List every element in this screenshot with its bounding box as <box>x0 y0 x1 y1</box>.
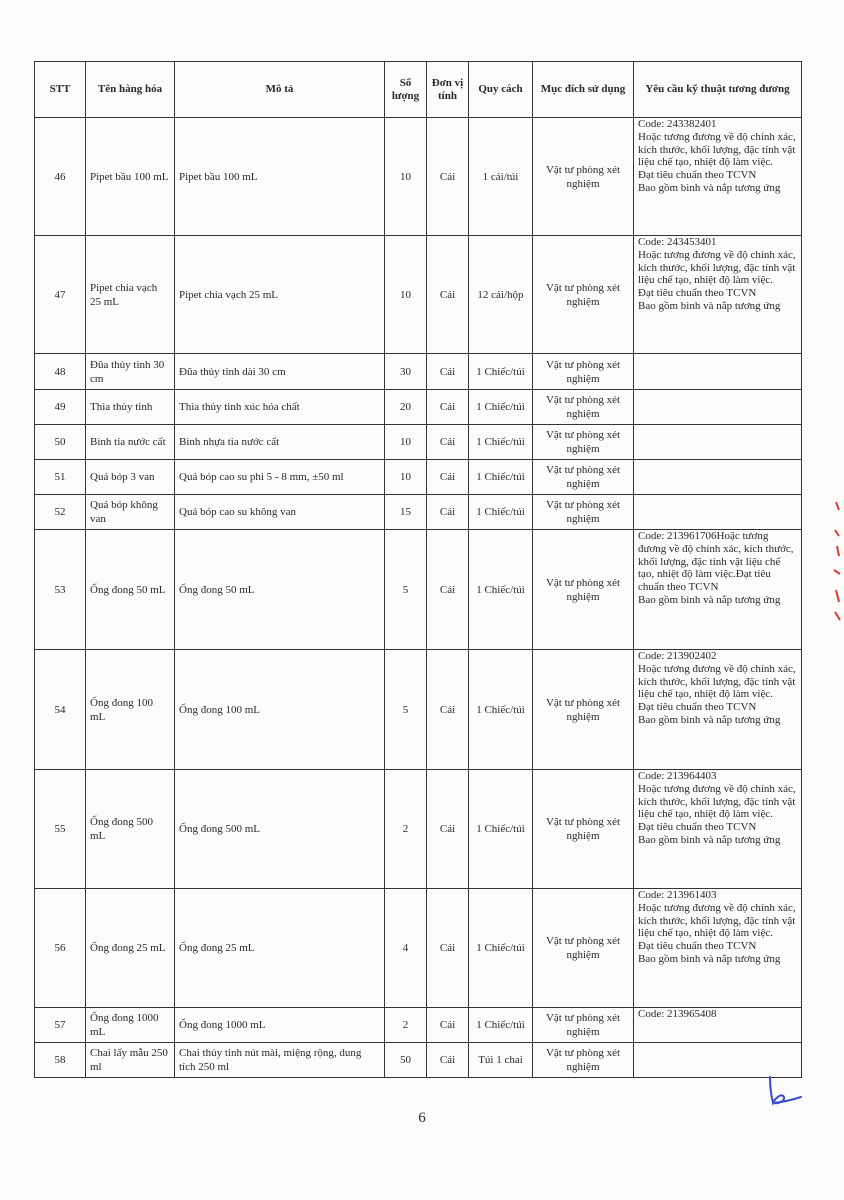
row-quantity: 2 <box>385 770 427 889</box>
row-description: Pipet chia vạch 25 mL <box>175 236 385 354</box>
table-row <box>35 425 802 460</box>
row-spec: 1 Chiếc/túi <box>469 390 533 425</box>
row-unit: Cái <box>427 530 469 650</box>
row-spec: 12 cái/hộp <box>469 236 533 354</box>
requirement-line: Code: 213965408 <box>638 1008 717 1020</box>
row-quantity: 30 <box>385 354 427 390</box>
row-stt: 57 <box>35 1008 86 1043</box>
table-row <box>35 889 802 1008</box>
row-unit: Cái <box>427 390 469 425</box>
row-stt: 58 <box>35 1043 86 1078</box>
table-row <box>35 118 802 236</box>
requirement-line: Bao gồm bình và nắp tương ứng <box>638 833 781 846</box>
requirement-line: Hoặc tương đương về độ chính xác, kích thước, khối lượng, đặc tính vật liệu chế tạo, nhiệt độ làm việc. <box>638 130 796 169</box>
requirement-line: Hoặc tương đương về độ chính xác, kích thước, khối lượng, đặc tính vật liệu chế tạo, nhiệt độ làm việc. <box>638 782 796 821</box>
header-name: Tên hàng hóa <box>86 62 175 118</box>
row-requirements <box>634 390 802 425</box>
header-requirements: Yêu cầu kỹ thuật tương đương <box>634 62 802 118</box>
requirement-line: Đạt tiêu chuẩn theo TCVN <box>638 169 757 182</box>
row-name: Chai lấy mẫu 250 ml <box>86 1043 175 1078</box>
header-unit: Đơn vị tính <box>427 62 469 118</box>
row-stt: 46 <box>35 118 86 236</box>
requirement-line: Hoặc tương đương về độ chính xác, kích thước, khối lượng, đặc tính vật liệu chế tạo, nhiệt độ làm việc. <box>638 662 796 701</box>
table-row <box>35 354 802 390</box>
row-description: Ống đong 1000 mL <box>175 1008 385 1043</box>
row-spec: 1 Chiếc/túi <box>469 530 533 650</box>
row-quantity: 2 <box>385 1008 427 1043</box>
table-row <box>35 236 802 354</box>
row-quantity: 5 <box>385 650 427 770</box>
row-quantity: 10 <box>385 460 427 495</box>
row-quantity: 20 <box>385 390 427 425</box>
row-name: Quả bóp 3 van <box>86 460 175 495</box>
table-header-row <box>35 62 802 118</box>
row-requirements <box>634 1008 802 1043</box>
row-stt: 53 <box>35 530 86 650</box>
row-requirements <box>634 770 802 889</box>
row-spec: 1 Chiếc/túi <box>469 460 533 495</box>
row-quantity: 5 <box>385 530 427 650</box>
requirement-line: Bao gồm bình và nắp tương ứng <box>638 593 781 606</box>
signature-initials-icon <box>764 1075 804 1107</box>
row-requirements <box>634 425 802 460</box>
row-stt: 54 <box>35 650 86 770</box>
row-unit: Cái <box>427 425 469 460</box>
row-unit: Cái <box>427 460 469 495</box>
row-stt: 47 <box>35 236 86 354</box>
requirement-line: Hoặc tương đương về độ chính xác, kích thước, khối lượng, đặc tính vật liệu chế tạo, nhiệt độ làm việc. <box>638 248 796 287</box>
table-row <box>35 1008 802 1043</box>
row-purpose: Vật tư phòng xét nghiệm <box>533 390 634 425</box>
requirement-line: Code: 213902402 <box>638 650 717 662</box>
row-purpose: Vật tư phòng xét nghiệm <box>533 770 634 889</box>
row-requirements <box>634 1043 802 1078</box>
row-name: Pipet bầu 100 mL <box>86 118 175 236</box>
row-unit: Cái <box>427 1043 469 1078</box>
requirement-line: Code: 213961403 <box>638 889 717 901</box>
row-stt: 55 <box>35 770 86 889</box>
row-spec: 1 Chiếc/túi <box>469 889 533 1008</box>
row-purpose: Vật tư phòng xét nghiệm <box>533 889 634 1008</box>
row-requirements <box>634 889 802 1008</box>
row-requirements <box>634 495 802 530</box>
row-description: Quả bóp cao su không van <box>175 495 385 530</box>
requirement-line: Đạt tiêu chuẩn theo TCVN <box>638 701 757 714</box>
requirement-line: Code: 213964403 <box>638 770 717 782</box>
row-description: Ống đong 100 mL <box>175 650 385 770</box>
row-description: Quả bóp cao su phi 5 - 8 mm, ±50 ml <box>175 460 385 495</box>
requirement-line: Code: 213961706Hoặc tương đương về độ chính xác, kích thước, khối lượng, đặc tính vật liệu chế tạo, nhiệt độ làm việc.Đạt tiêu chuẩn theo TCVN <box>638 530 794 594</box>
row-stt: 56 <box>35 889 86 1008</box>
requirement-line: Bao gồm bình và nắp tương ứng <box>638 713 781 726</box>
row-requirements <box>634 118 802 236</box>
row-name: Ống đong 50 mL <box>86 530 175 650</box>
requirement-line: Bao gồm bình và nắp tương ứng <box>638 952 781 965</box>
row-purpose: Vật tư phòng xét nghiệm <box>533 425 634 460</box>
table-row <box>35 530 802 650</box>
row-name: Thìa thủy tinh <box>86 390 175 425</box>
row-requirements <box>634 460 802 495</box>
page-number: 6 <box>418 1110 426 1126</box>
stamp-edge-icon <box>832 500 844 630</box>
table-row <box>35 495 802 530</box>
row-purpose: Vật tư phòng xét nghiệm <box>533 460 634 495</box>
requirement-line: Code: 243382401 <box>638 118 717 130</box>
row-description: Đũa thủy tinh dài 30 cm <box>175 354 385 390</box>
row-name: Ống đong 25 mL <box>86 889 175 1008</box>
row-quantity: 50 <box>385 1043 427 1078</box>
row-unit: Cái <box>427 354 469 390</box>
requirement-line: Bao gồm bình và nắp tương ứng <box>638 299 781 312</box>
row-spec: 1 Chiếc/túi <box>469 354 533 390</box>
requirement-line: Đạt tiêu chuẩn theo TCVN <box>638 821 757 834</box>
row-stt: 51 <box>35 460 86 495</box>
row-unit: Cái <box>427 118 469 236</box>
table-body <box>35 118 802 1078</box>
row-description: Chai thủy tinh nút mài, miệng rộng, dung tích 250 ml <box>175 1043 385 1078</box>
row-description: Bình nhựa tia nước cất <box>175 425 385 460</box>
row-stt: 50 <box>35 425 86 460</box>
row-purpose: Vật tư phòng xét nghiệm <box>533 650 634 770</box>
row-spec: 1 Chiếc/túi <box>469 650 533 770</box>
row-purpose: Vật tư phòng xét nghiệm <box>533 236 634 354</box>
row-quantity: 10 <box>385 118 427 236</box>
header-quantity: Số lượng <box>385 62 427 118</box>
requirement-line: Đạt tiêu chuẩn theo TCVN <box>638 940 757 953</box>
row-purpose: Vật tư phòng xét nghiệm <box>533 354 634 390</box>
row-name: Ống đong 100 mL <box>86 650 175 770</box>
row-name: Ống đong 1000 mL <box>86 1008 175 1043</box>
row-name: Bình tia nước cất <box>86 425 175 460</box>
row-requirements <box>634 650 802 770</box>
row-spec: 1 Chiếc/túi <box>469 425 533 460</box>
table-row <box>35 650 802 770</box>
row-spec: Túi 1 chai <box>469 1043 533 1078</box>
table-row <box>35 390 802 425</box>
equipment-table <box>34 61 802 1078</box>
row-unit: Cái <box>427 1008 469 1043</box>
row-quantity: 15 <box>385 495 427 530</box>
row-quantity: 4 <box>385 889 427 1008</box>
row-description: Ống đong 50 mL <box>175 530 385 650</box>
table-row <box>35 460 802 495</box>
requirement-line: Đạt tiêu chuẩn theo TCVN <box>638 287 757 300</box>
row-purpose: Vật tư phòng xét nghiệm <box>533 1043 634 1078</box>
requirement-line: Bao gồm bình và nắp tương ứng <box>638 181 781 194</box>
row-purpose: Vật tư phòng xét nghiệm <box>533 1008 634 1043</box>
row-spec: 1 Chiếc/túi <box>469 495 533 530</box>
row-stt: 52 <box>35 495 86 530</box>
table-row <box>35 770 802 889</box>
header-spec: Quy cách <box>469 62 533 118</box>
row-name: Quả bóp không van <box>86 495 175 530</box>
header-stt: STT <box>35 62 86 118</box>
header-description: Mô tả <box>175 62 385 118</box>
row-description: Ống đong 500 mL <box>175 770 385 889</box>
row-quantity: 10 <box>385 425 427 460</box>
row-unit: Cái <box>427 770 469 889</box>
row-purpose: Vật tư phòng xét nghiệm <box>533 530 634 650</box>
row-unit: Cái <box>427 236 469 354</box>
row-description: Thìa thủy tinh xúc hóa chất <box>175 390 385 425</box>
row-name: Ống đong 500 mL <box>86 770 175 889</box>
row-name: Đũa thủy tinh 30 cm <box>86 354 175 390</box>
row-unit: Cái <box>427 889 469 1008</box>
header-purpose: Mục đích sử dụng <box>533 62 634 118</box>
row-spec: 1 Chiếc/túi <box>469 770 533 889</box>
row-name: Pipet chia vạch 25 mL <box>86 236 175 354</box>
requirement-line: Hoặc tương đương về độ chính xác, kích thước, khối lượng, đặc tính vật liệu chế tạo, nhiệt độ làm việc. <box>638 901 796 940</box>
row-stt: 48 <box>35 354 86 390</box>
row-spec: 1 cái/túi <box>469 118 533 236</box>
row-purpose: Vật tư phòng xét nghiệm <box>533 118 634 236</box>
row-spec: 1 Chiếc/túi <box>469 1008 533 1043</box>
row-requirements <box>634 236 802 354</box>
row-requirements <box>634 354 802 390</box>
row-description: Pipet bầu 100 mL <box>175 118 385 236</box>
row-unit: Cái <box>427 650 469 770</box>
row-unit: Cái <box>427 495 469 530</box>
row-requirements <box>634 530 802 650</box>
row-description: Ống đong 25 mL <box>175 889 385 1008</box>
table-row <box>35 1043 802 1078</box>
row-stt: 49 <box>35 390 86 425</box>
row-purpose: Vật tư phòng xét nghiệm <box>533 495 634 530</box>
row-quantity: 10 <box>385 236 427 354</box>
requirement-line: Code: 243453401 <box>638 236 717 248</box>
